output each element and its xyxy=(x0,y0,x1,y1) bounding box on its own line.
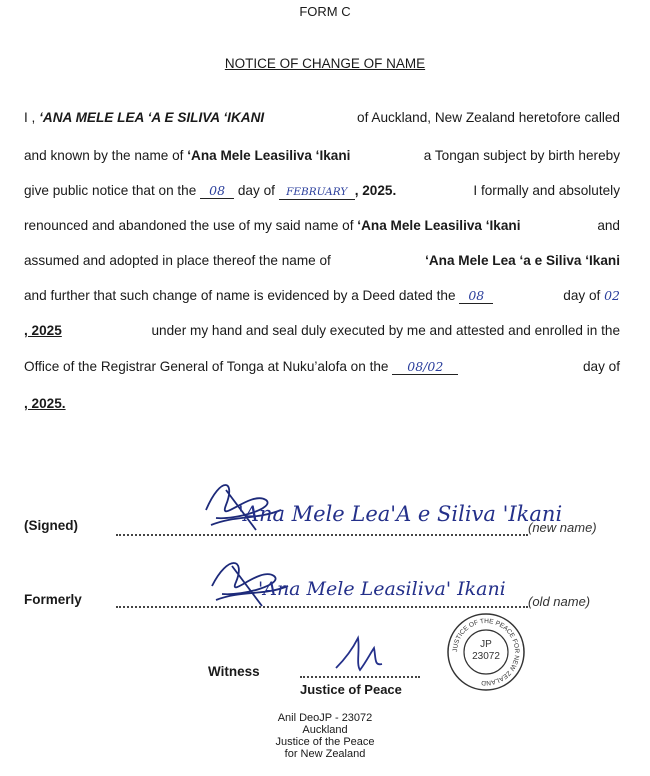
form-label: FORM C xyxy=(299,4,351,19)
seal-number: 23072 xyxy=(472,651,500,662)
year-2025: , 2025 xyxy=(24,323,62,338)
line-5-left: assumed and adopted in place thereof the name of xyxy=(24,253,331,268)
jp-country: for New Zealand xyxy=(284,748,366,760)
formerly-dotted-line xyxy=(116,606,528,608)
old-name: ‘Ana Mele Leasiliva ‘Ikani xyxy=(187,148,351,163)
body-line-9 xyxy=(24,394,620,414)
handwritten-month: FEBRUARY xyxy=(279,185,355,200)
new-name-note: (new name) xyxy=(528,520,597,535)
formerly-text: Formerly xyxy=(24,592,82,607)
handwritten-month: 02 xyxy=(604,288,620,303)
body-line-4 xyxy=(24,216,620,236)
line-4-left xyxy=(24,216,521,236)
line-1-right: of Auckland, New Zealand heretofore called xyxy=(357,110,620,125)
body-line-5 xyxy=(24,251,620,271)
old-name-note: (old name) xyxy=(528,594,591,609)
line-1-left xyxy=(24,108,264,128)
jp-title: Justice of the Peace xyxy=(275,736,375,748)
body-line-1 xyxy=(24,108,620,128)
body-line-6 xyxy=(24,286,620,306)
handwritten-day: 08 xyxy=(200,184,234,199)
jp-city: Auckland xyxy=(302,724,348,736)
text: and known by the name of xyxy=(24,148,188,163)
line-6-left xyxy=(24,286,493,306)
signed-text: (Signed) xyxy=(24,518,78,533)
line-2-right: a Tongan subject by birth hereby xyxy=(423,148,620,163)
jp-name: Anil DeoJP - 23072 xyxy=(277,712,373,724)
text: give public notice that on the xyxy=(24,183,201,198)
justice-of-peace-label: Justice of Peace xyxy=(300,682,402,697)
seal-jp: JP xyxy=(480,639,492,650)
witness-label: Witness xyxy=(208,664,260,679)
jp-details xyxy=(250,712,400,760)
handwritten-date: 08/02 xyxy=(392,360,458,375)
seal-ring-text: JUSTICE OF THE PEACE FOR NEW ZEALAND xyxy=(451,617,521,687)
line-3-left xyxy=(24,181,396,201)
text: day of xyxy=(563,288,605,303)
line-8-right: day of xyxy=(582,359,620,374)
text: renounced and abandoned the use of my said name of xyxy=(24,218,358,233)
line-8-left xyxy=(24,357,458,377)
text-i: I , xyxy=(24,110,40,125)
body-line-8 xyxy=(24,357,620,377)
signed-handwriting: 'Ana Mele Lea'A e Siliva 'Ikani xyxy=(238,502,563,526)
witness-signature-icon xyxy=(330,630,390,678)
old-name: ‘Ana Mele Leasiliva ‘Ikani xyxy=(357,218,521,233)
signed-dotted-line xyxy=(116,534,528,536)
line-6-right xyxy=(563,286,620,306)
new-name-caps: ‘ANA MELE LEA ‘A E SILIVA ‘IKANI xyxy=(39,110,265,125)
year-2025: , 2025. xyxy=(24,396,66,411)
line-3-right: I formally and absolutely xyxy=(473,183,620,198)
body-line-3 xyxy=(24,181,620,201)
notice-title-text: NOTICE OF CHANGE OF NAME xyxy=(224,56,426,71)
line-2-left xyxy=(24,146,350,166)
year-2025: , 2025. xyxy=(354,183,397,198)
formerly-handwriting: 'Ana Mele Leasiliva' Ikani xyxy=(258,578,506,600)
text: day of xyxy=(234,183,279,198)
text: and further that such change of name is evidenced by a Deed dated the xyxy=(24,288,460,303)
line-7-right: under my hand and seal duly executed by me and attested and enrolled in the xyxy=(151,323,620,338)
handwritten-day: 08 xyxy=(459,289,493,304)
text: Office of the Registrar General of Tonga at Nuku’alofa on the xyxy=(24,359,393,374)
line-4-right: and xyxy=(597,218,620,233)
seal-center xyxy=(464,639,508,663)
body-line-7 xyxy=(24,321,620,341)
body-line-2 xyxy=(24,146,620,166)
notice-title xyxy=(0,56,650,71)
jp-seal xyxy=(446,612,526,692)
new-name: ‘Ana Mele Lea ‘a e Siliva ‘Ikani xyxy=(425,253,620,268)
